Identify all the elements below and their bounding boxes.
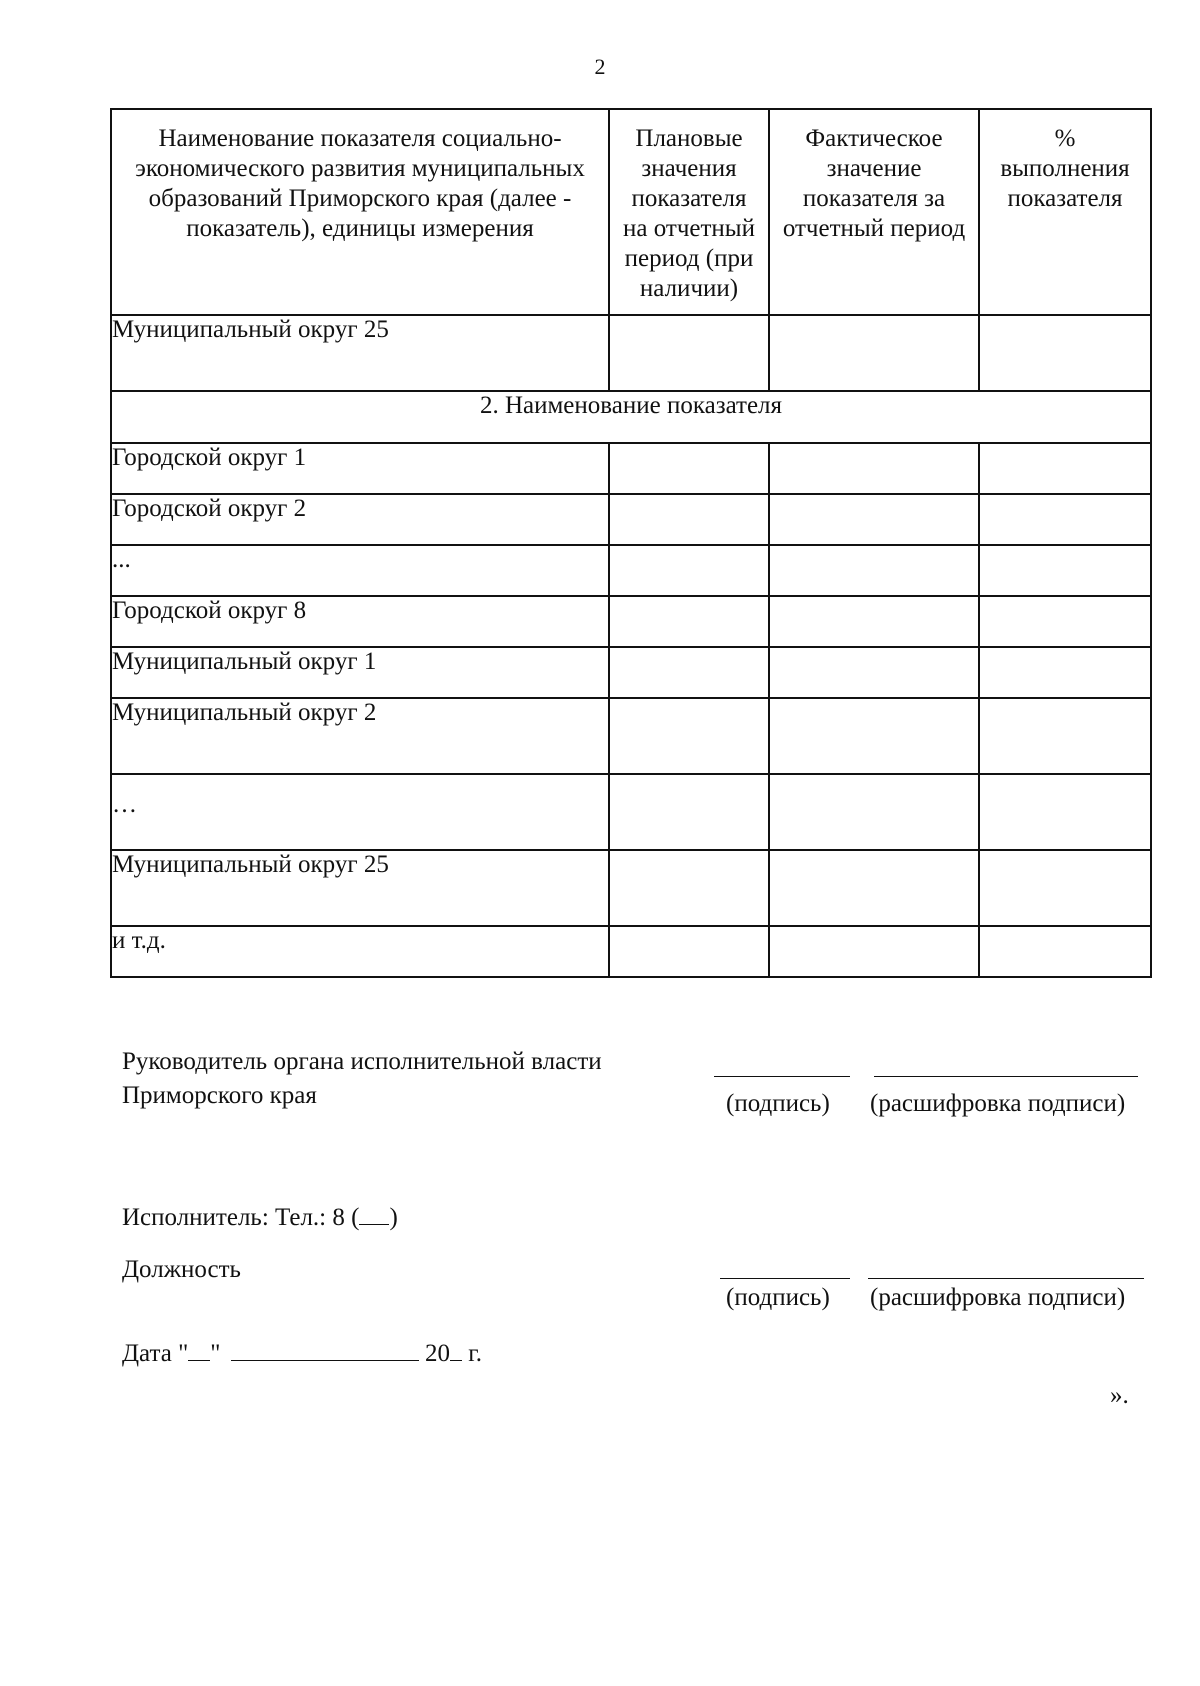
header-line: Фактическое <box>805 125 943 152</box>
row-name-cell: Муниципальный округ 25 <box>111 850 609 926</box>
date-year-prefix: 20 <box>425 1340 451 1367</box>
executor-signature-caption: (подпись) <box>726 1284 830 1311</box>
header-line: отчетный период <box>782 215 966 242</box>
page-number: 2 <box>594 54 606 79</box>
header-line: % <box>1054 125 1076 152</box>
head-signature-caption: (подпись) <box>726 1090 830 1117</box>
header-line: показателя <box>1007 185 1123 212</box>
header-line: на отчетный <box>623 215 755 242</box>
row-name-cell: Муниципальный округ 25 <box>111 315 609 391</box>
row-name-cell: Городской округ 8 <box>111 596 609 647</box>
phone-code-blank[interactable] <box>359 1202 389 1225</box>
section-title: 2. Наименование показателя <box>111 391 1151 443</box>
date-month-blank[interactable] <box>231 1338 419 1361</box>
executor-decode-caption: (расшифровка подписи) <box>870 1284 1126 1311</box>
row-name-cell: Муниципальный округ 1 <box>111 647 609 698</box>
date-label: Дата " <box>122 1340 189 1367</box>
header-line: период (при <box>624 245 754 272</box>
header-line: выполнения <box>1000 155 1130 182</box>
row-name-cell: Городской округ 1 <box>111 443 609 494</box>
date-day-blank[interactable] <box>188 1338 210 1361</box>
header-line: Наименование показателя социально- <box>158 125 562 152</box>
date-line <box>122 1338 482 1368</box>
head-decode-caption: (расшифровка подписи) <box>870 1090 1126 1117</box>
header-line: показатель), единицы измерения <box>186 215 534 242</box>
date-quote-close: " <box>210 1340 221 1367</box>
date-year-blank[interactable] <box>450 1338 462 1361</box>
header-line: показателя за <box>802 185 946 212</box>
row-name-cell: Муниципальный округ 2 <box>111 698 609 774</box>
executor-signature-line[interactable] <box>720 1278 850 1279</box>
head-title-line1: Руководитель органа исполнительной власти <box>122 1048 602 1075</box>
executor-decode-line[interactable] <box>868 1278 1144 1279</box>
row-name-cell: … <box>111 774 609 850</box>
header-line: Плановые <box>635 125 743 152</box>
closing-mark: ». <box>1110 1382 1129 1409</box>
executor-phone <box>122 1202 398 1232</box>
head-signature-line[interactable] <box>714 1076 850 1077</box>
executor-position-label: Должность <box>122 1256 241 1283</box>
executor-phone-label: Исполнитель: Тел.: 8 ( <box>122 1204 360 1231</box>
header-line: образований Приморского края (далее - <box>148 185 572 212</box>
header-line: наличии) <box>639 275 739 302</box>
header-line: экономического развития муниципальных <box>135 155 585 182</box>
date-year-suffix: г. <box>462 1340 482 1367</box>
head-title-line2: Приморского края <box>122 1082 317 1109</box>
row-name-cell: ... <box>111 545 609 596</box>
header-line: значение <box>826 155 922 182</box>
row-name-cell: Городской округ 2 <box>111 494 609 545</box>
row-name-cell: и т.д. <box>111 926 609 977</box>
header-line: значения <box>641 155 737 182</box>
executor-phone-close: ) <box>389 1204 398 1231</box>
head-decode-line[interactable] <box>874 1076 1138 1077</box>
header-line: показателя <box>631 185 747 212</box>
